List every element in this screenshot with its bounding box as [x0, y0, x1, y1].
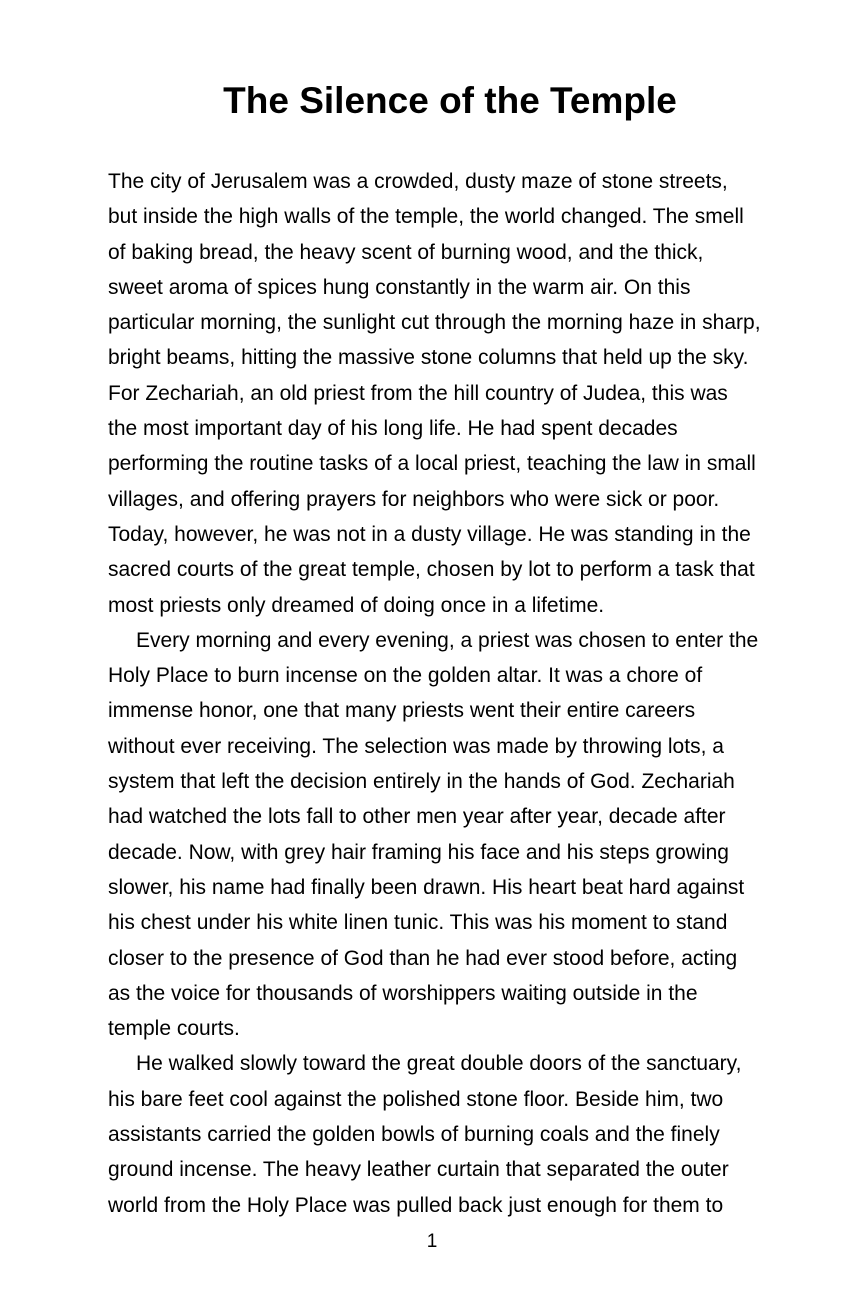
- paragraph-first-line: Every morning and every evening, a priest was chosen to enter the: [136, 628, 759, 652]
- text-line: as the voice for thousands of worshippers waiting outside in the: [108, 981, 698, 1005]
- text-line: but inside the high walls of the temple, the world changed. The smell: [108, 205, 744, 229]
- text-line: world from the Holy Place was pulled back just enough for them to: [108, 1193, 724, 1217]
- text-line: the most important day of his long life. He had spent decades: [108, 417, 678, 441]
- text-line: Holy Place to burn incense on the golden altar. It was a chore of: [108, 664, 703, 688]
- text-line: For Zechariah, an old priest from the hill country of Judea, this was: [108, 381, 728, 405]
- text-line: performing the routine tasks of a local priest, teaching the law in small: [108, 452, 756, 476]
- text-line: particular morning, the sunlight cut through the morning haze in sharp,: [108, 311, 761, 335]
- text-line: decade. Now, with grey hair framing his face and his steps growing: [108, 840, 729, 864]
- text-line: his chest under his white linen tunic. This was his moment to stand: [108, 911, 728, 935]
- body-text: [108, 164, 808, 1223]
- paragraph-first-line: He walked slowly toward the great double doors of the sanctuary,: [136, 1052, 742, 1076]
- text-line: most priests only dreamed of doing once in a lifetime.: [108, 593, 605, 617]
- text-line: bright beams, hitting the massive stone columns that held up the sky.: [108, 346, 749, 370]
- text-line: slower, his name had finally been drawn. His heart beat hard against: [108, 875, 745, 899]
- text-line: of baking bread, the heavy scent of burning wood, and the thick,: [108, 240, 704, 264]
- page-title: The Silence of the Temple: [223, 80, 677, 121]
- text-line: assistants carried the golden bowls of burning coals and the finely: [108, 1123, 720, 1147]
- text-line: had watched the lots fall to other men year after year, decade after: [108, 805, 726, 829]
- text-line: sacred courts of the great temple, chosen by lot to perform a task that: [108, 558, 755, 582]
- text-line: his bare feet cool against the polished stone floor. Beside him, two: [108, 1087, 724, 1111]
- text-line: temple courts.: [108, 1017, 240, 1041]
- text-line: The city of Jerusalem was a crowded, dusty maze of stone streets,: [108, 170, 728, 193]
- text-line: ground incense. The heavy leather curtain that separated the outer: [108, 1158, 729, 1182]
- text-line: villages, and offering prayers for neighbors who were sick or poor.: [108, 487, 720, 511]
- text-line: sweet aroma of spices hung constantly in the warm air. On this: [108, 275, 691, 299]
- text-line: without ever receiving. The selection was made by throwing lots, a: [108, 734, 724, 758]
- text-line: closer to the presence of God than he had ever stood before, acting: [108, 946, 738, 970]
- text-line: system that left the decision entirely in the hands of God. Zechariah: [108, 770, 735, 794]
- text-line: immense honor, one that many priests went their entire careers: [108, 699, 696, 723]
- text-line: Today, however, he was not in a dusty village. He was standing in the: [108, 522, 751, 546]
- page-number: 1: [426, 1231, 438, 1252]
